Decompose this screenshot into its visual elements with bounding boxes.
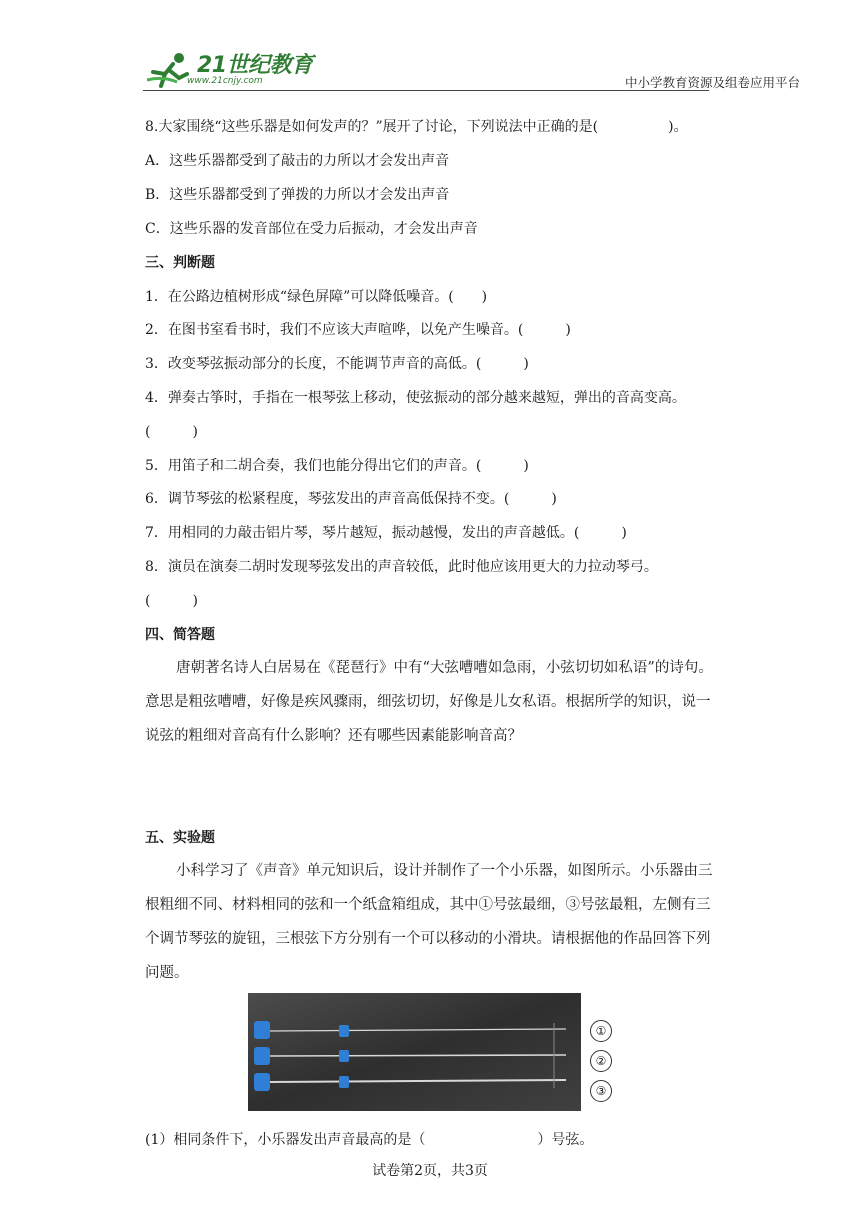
judge-item: 1．在公路边植树形成“绿色屏障”可以降低噪音。( ) <box>145 289 488 305</box>
judge-item-bracket: ( ) <box>145 593 198 609</box>
judge-item: 5．用笛子和二胡合奏，我们也能分得出它们的声音。( ) <box>145 458 529 474</box>
logo-text: 21世纪教育 <box>197 53 313 78</box>
instrument-drawing <box>248 993 581 1111</box>
judge-item: 2．在图书室看书时，我们不应该大声喧哗，以免产生噪音。( ) <box>145 322 571 338</box>
section3-title: 三、判断题 <box>145 255 215 271</box>
q8-option-b: B．这些乐器都受到了弹拨的力所以才会发出声音 <box>145 187 450 203</box>
label-string-2: ② <box>590 1050 612 1072</box>
section5-question1: (1）相同条件下，小乐器发出声音最高的是（ ）号弦。 <box>145 1132 594 1148</box>
sliders <box>339 1025 349 1088</box>
runner-logo-icon <box>143 50 193 90</box>
section5-paragraph: 小科学习了《声音》单元知识后，设计并制作了一个小乐器，如图所示。小乐器由三根粗细不同、材料相同的弦和一个纸盒箱组成，其中①号弦最细，③号弦最粗，左侧有三个调节琴弦的旋钮，三根弦下方分别有一个可以移动的小滑块。请根据他的作品回答下列问题。 <box>145 863 713 981</box>
label-string-1: ① <box>590 1020 612 1042</box>
section4-paragraph: 唐朝著名诗人白居易在《琵琶行》中有“大弦嘈嘈如急雨，小弦切切如私语”的诗句。意思是粗弦嘈嘈，好像是疾风骤雨，细弦切切，好像是儿女私语。根据所学的知识，说一说弦的粗细对音高有什么影响？还有哪些因素能影响音高？ <box>145 660 713 744</box>
instrument-photo <box>248 993 581 1111</box>
q8-stem: 8.大家围绕“这些乐器是如何发声的？”展开了讨论，下列说法中正确的是( )。 <box>145 119 688 135</box>
logo <box>143 48 313 92</box>
header-platform-text: 中小学教育资源及组卷应用平台 <box>624 75 800 90</box>
tuning-knobs <box>254 1021 270 1091</box>
section4-title: 四、简答题 <box>145 627 215 643</box>
q8-option-a: A．这些乐器都受到了敲击的力所以才会发出声音 <box>145 153 450 169</box>
judge-item: 6．调节琴弦的松紧程度，琴弦发出的声音高低保持不变。( ) <box>145 491 557 507</box>
q8-option-c: C．这些乐器的发音部位在受力后振动，才会发出声音 <box>145 221 478 237</box>
label-string-3: ③ <box>590 1080 612 1102</box>
judge-item: 8．演员在演奏二胡时发现琴弦发出的声音较低，此时他应该用更大的力拉动琴弓。 <box>145 559 658 575</box>
string-2 <box>270 1055 566 1056</box>
page-footer: 试卷第2页，共3页 <box>372 1163 488 1179</box>
section5-title: 五、实验题 <box>145 830 215 846</box>
header-divider <box>143 90 709 91</box>
logo-url: www.21cnjy.com <box>187 76 263 86</box>
judge-item: 3．改变琴弦振动部分的长度，不能调节声音的高低。( ) <box>145 356 529 372</box>
judge-item: 7．用相同的力敲击铝片琴，琴片越短，振动越慢，发出的声音越低。( ) <box>145 525 627 541</box>
judge-item: 4．弹奏古筝时，手指在一根琴弦上移动，使弦振动的部分越来越短，弹出的音高变高。 <box>145 390 686 406</box>
judge-item-bracket: ( ) <box>145 424 198 440</box>
